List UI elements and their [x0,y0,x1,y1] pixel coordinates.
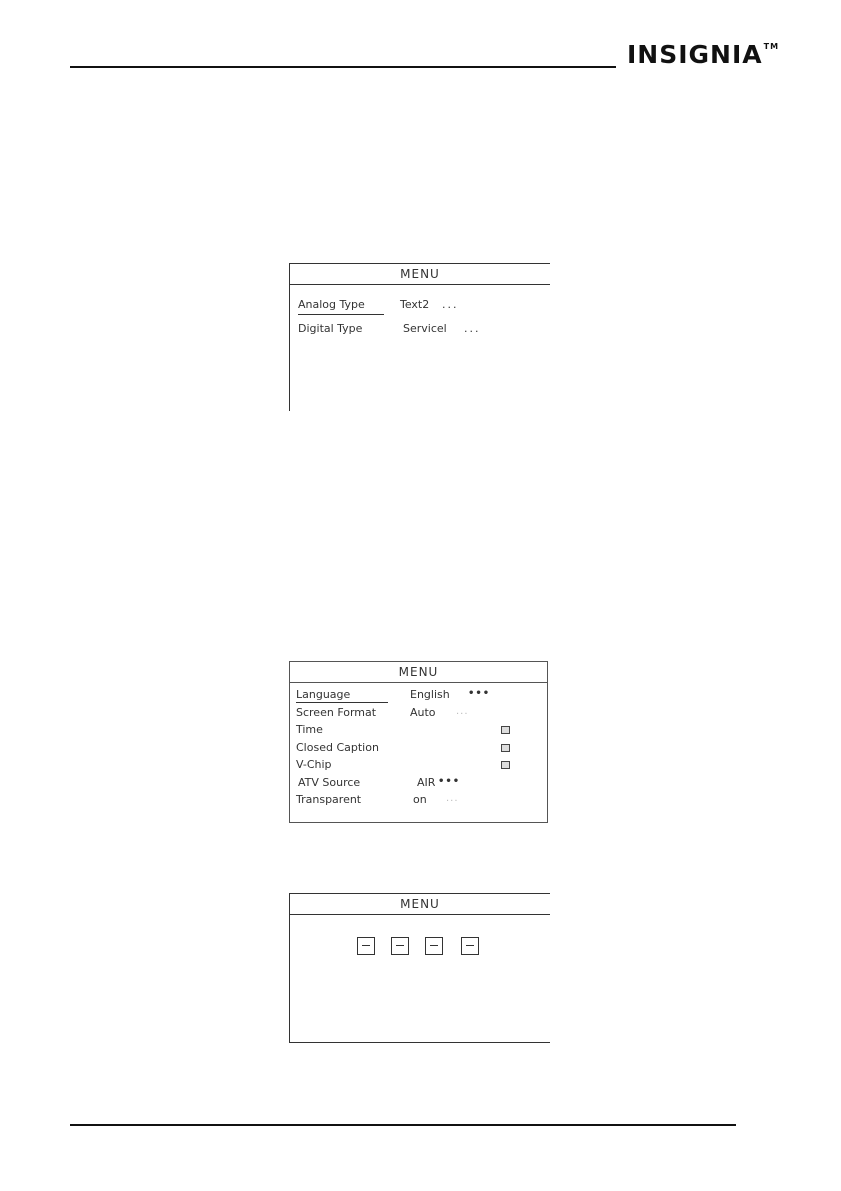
more-options-icon: ... [442,298,459,311]
submenu-icon [501,761,510,769]
menu-row-value: Servicel [403,322,447,335]
password-digit-1[interactable] [357,937,375,955]
menu-row-screen-format[interactable] [296,706,540,723]
submenu-icon [501,726,510,734]
more-options-icon: ••• [468,688,491,699]
footer-rule [70,1124,736,1126]
menu-row-value: Text2 [400,298,430,311]
menu-row-transparent[interactable] [296,793,540,810]
menu-row-label: V-Chip [296,758,332,771]
closed-caption-type-menu [289,263,550,411]
menu-title: MENU [290,894,550,915]
submenu-icon [501,744,510,752]
menu-title: MENU [290,264,550,285]
menu-row-closed-caption[interactable] [296,741,540,758]
more-options-icon: ... [464,322,481,335]
menu-row-label: ATV Source [298,776,361,789]
more-options-icon: ... [446,793,459,804]
menu-row-atv-source[interactable] [296,776,540,793]
insignia-logo: INSIGNIA™ [627,40,780,69]
password-digit-4[interactable] [461,937,479,955]
menu-row-label: Time [296,723,323,736]
menu-row-language[interactable] [296,688,540,705]
menu-row-v-chip[interactable] [296,758,540,775]
password-digit-3[interactable] [425,937,443,955]
setup-menu [289,661,548,823]
more-options-icon: ••• [438,776,461,787]
menu-row-label: Language [296,688,388,703]
menu-title: MENU [290,662,547,683]
password-digit-2[interactable] [391,937,409,955]
menu-row-value: on [413,793,427,806]
menu-row-label: Closed Caption [296,741,379,754]
header-rule [70,66,616,68]
menu-row-value: AIR [417,776,436,789]
menu-row-label: Screen Format [296,706,377,719]
menu-row-time[interactable] [296,723,540,740]
menu-row-value: English [410,688,450,701]
menu-row-value: Auto [410,706,436,719]
more-options-icon: ... [456,706,469,717]
menu-row-label: Analog Type [298,298,384,315]
menu-row-label: Digital Type [298,322,363,335]
menu-row-label: Transparent [296,793,362,806]
password-menu [289,893,550,1043]
